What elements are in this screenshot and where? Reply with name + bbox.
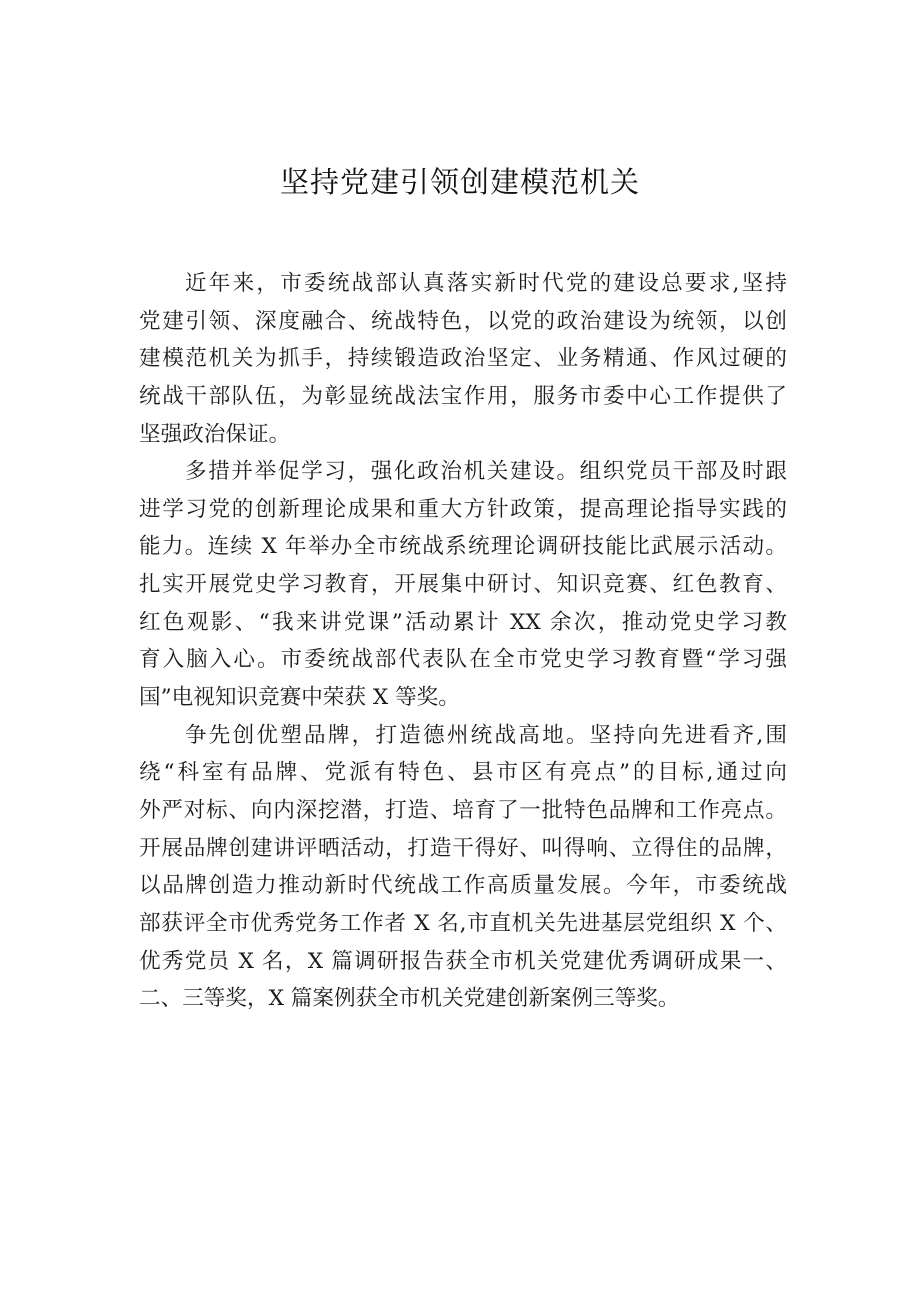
paragraph-2-line-2: 进学习党的创新理论成果和重大方针政策，提高理论指导实践的 (139, 496, 787, 522)
paragraph-2-line-7: 国”电视知识竞赛中荣获 X 等奖。 (139, 685, 460, 711)
document-title: 坚持党建引领创建模范机关 (279, 165, 640, 199)
paragraph-3-line-5: 以品牌创造力推动新时代统战工作高质量发展。今年，市委统战 (139, 873, 787, 899)
paragraph-2-line-1: 多措并举促学习，强化政治机关建设。组织党员干部及时跟 (185, 459, 787, 485)
paragraph-3-line-1: 争先创优塑品牌，打造德州统战高地。坚持向先进看齐,围 (185, 722, 787, 748)
paragraph-2-line-4: 扎实开展党史学习教育，开展集中研讨、知识竞赛、红色教育、 (139, 572, 787, 598)
paragraph-2-line-6: 育入脑入心。市委统战部代表队在全市党史学习教育暨“学习强 (139, 647, 787, 673)
paragraph-1-line-5: 坚强政治保证。 (139, 421, 291, 447)
paragraph-2-line-5: 红色观影、“我来讲党课”活动累计 XX 余次，推动党史学习教 (139, 609, 787, 635)
paragraph-3-line-6: 部获评全市优秀党务工作者 X 名,市直机关先进基层党组织 X 个、 (139, 910, 787, 936)
paragraph-1-line-3: 建模范机关为抓手，持续锻造政治坚定、业务精通、作风过硬的 (139, 346, 787, 372)
paragraph-1-line-4: 统战干部队伍，为彰显统战法宝作用，服务市委中心工作提供了 (139, 383, 787, 409)
paragraph-3-line-8: 二、三等奖，X 篇案例获全市机关党建创新案例三等奖。 (139, 986, 680, 1012)
paragraph-1-line-2: 党建引领、深度融合、统战特色，以党的政治建设为统领，以创 (139, 308, 787, 334)
paragraph-2-line-3: 能力。连续 X 年举办全市统战系统理论调研技能比武展示活动。 (139, 534, 787, 560)
paragraph-1-line-1: 近年来，市委统战部认真落实新时代党的建设总要求,坚持 (185, 271, 787, 296)
document-body (139, 265, 787, 1018)
paragraph-3-line-3: 外严对标、向内深挖潜，打造、培育了一批特色品牌和工作亮点。 (139, 797, 787, 823)
paragraph-3-line-2: 绕“科室有品牌、党派有特色、县市区有亮点”的目标,通过向 (139, 760, 787, 786)
paragraph-3-line-4: 开展品牌创建讲评晒活动，打造干得好、叫得响、立得住的品牌， (139, 835, 787, 861)
paragraph-3-line-7: 优秀党员 X 名，X 篇调研报告获全市机关党建优秀调研成果一、 (139, 948, 787, 974)
